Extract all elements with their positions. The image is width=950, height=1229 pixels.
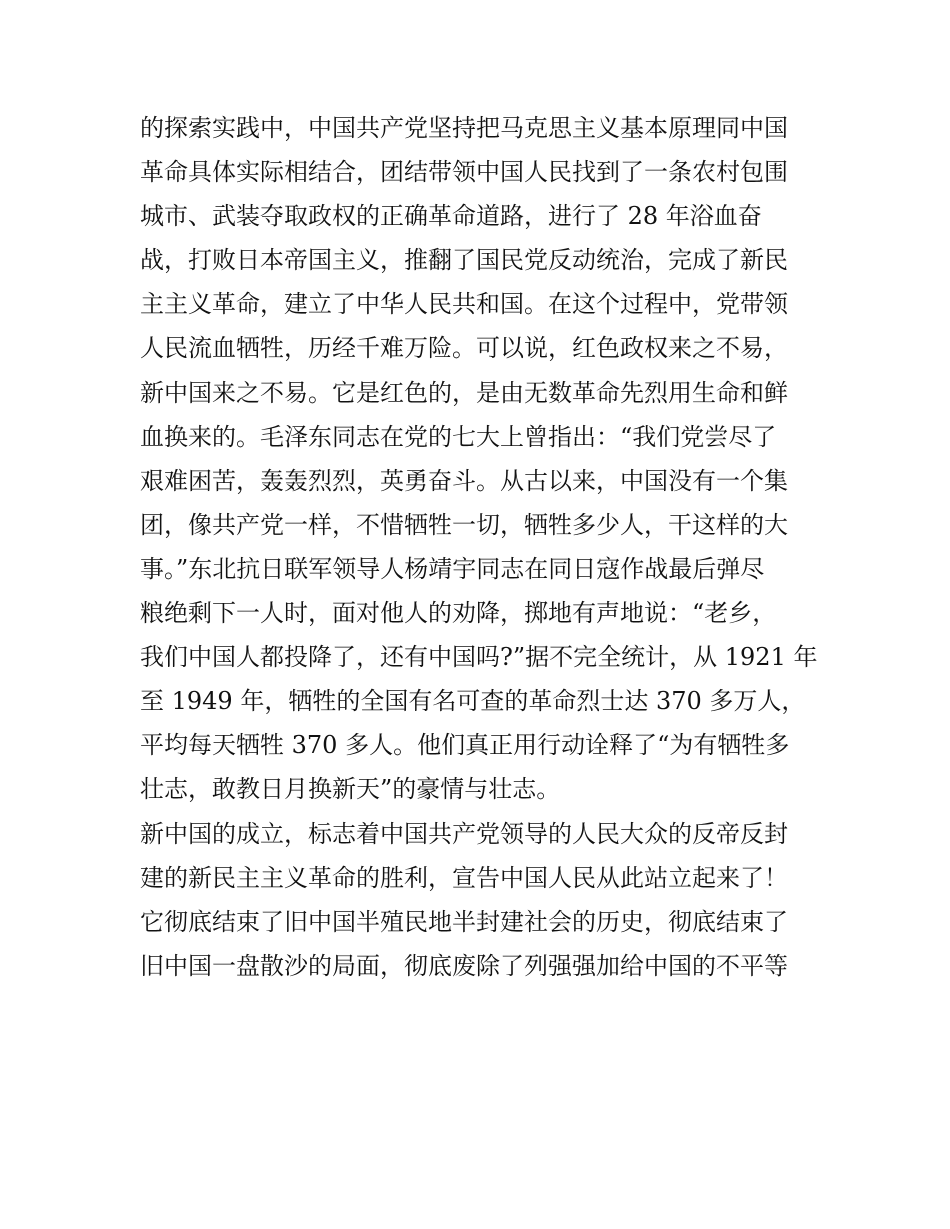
text-line: 人民流血牺牲，历经千难万险。可以说，红色政权来之不易， [140,334,788,363]
text-line: 我们中国人都投降了，还有中国吗?”据不完全统计，从 1921 年 [140,643,818,672]
text-line: 团，像共产党一样，不惜牺牲一切，牺牲多少人，干这样的大 [140,510,788,539]
text-line: 事。”东北抗日联军领导人杨靖宇同志在同日寇作战最后弹尽 [140,554,765,583]
text-line: 粮绝剩下一人时，面对他人的劝降，掷地有声地说：“老乡， [140,599,777,628]
text-line: 壮志，敢教日月换新天”的豪情与壮志。 [140,775,561,804]
text-line: 至 1949 年，牺牲的全国有名可查的革命烈士达 370 多万人， [140,687,806,716]
text-line: 它彻底结束了旧中国半殖民地半封建社会的历史，彻底结束了 [140,907,788,936]
body-text [140,106,820,988]
text-line: 艰难困苦，轰轰烈烈，英勇奋斗。从古以来，中国没有一个集 [140,466,788,495]
text-line: 旧中国一盘散沙的局面，彻底废除了列强强加给中国的不平等 [140,951,788,980]
text-line: 城市、武装夺取政权的正确革命道路，进行了 28 年浴血奋 [140,202,762,231]
text-line: 建的新民主主义革命的胜利，宣告中国人民从此站立起来了！ [140,863,788,892]
paragraph-start-line: 新中国的成立，标志着中国共产党领导的人民大众的反帝反封 [140,819,788,848]
text-line: 血换来的。毛泽东同志在党的七大上曾指出：“我们党尝尽了 [140,422,777,451]
text-line: 战，打败日本帝国主义，推翻了国民党反动统治，完成了新民 [140,246,788,275]
text-line: 新中国来之不易。它是红色的，是由无数革命先烈用生命和鲜 [140,378,788,407]
text-line: 的探索实践中，中国共产党坚持把马克思主义基本原理同中国 [140,114,788,142]
text-line: 革命具体实际相结合，团结带领中国人民找到了一条农村包围 [140,158,788,187]
text-line: 平均每天牺牲 370 多人。他们真正用行动诠释了“为有牺牲多 [140,731,790,760]
text-line: 主主义革命，建立了中华人民共和国。在这个过程中，党带领 [140,290,788,319]
